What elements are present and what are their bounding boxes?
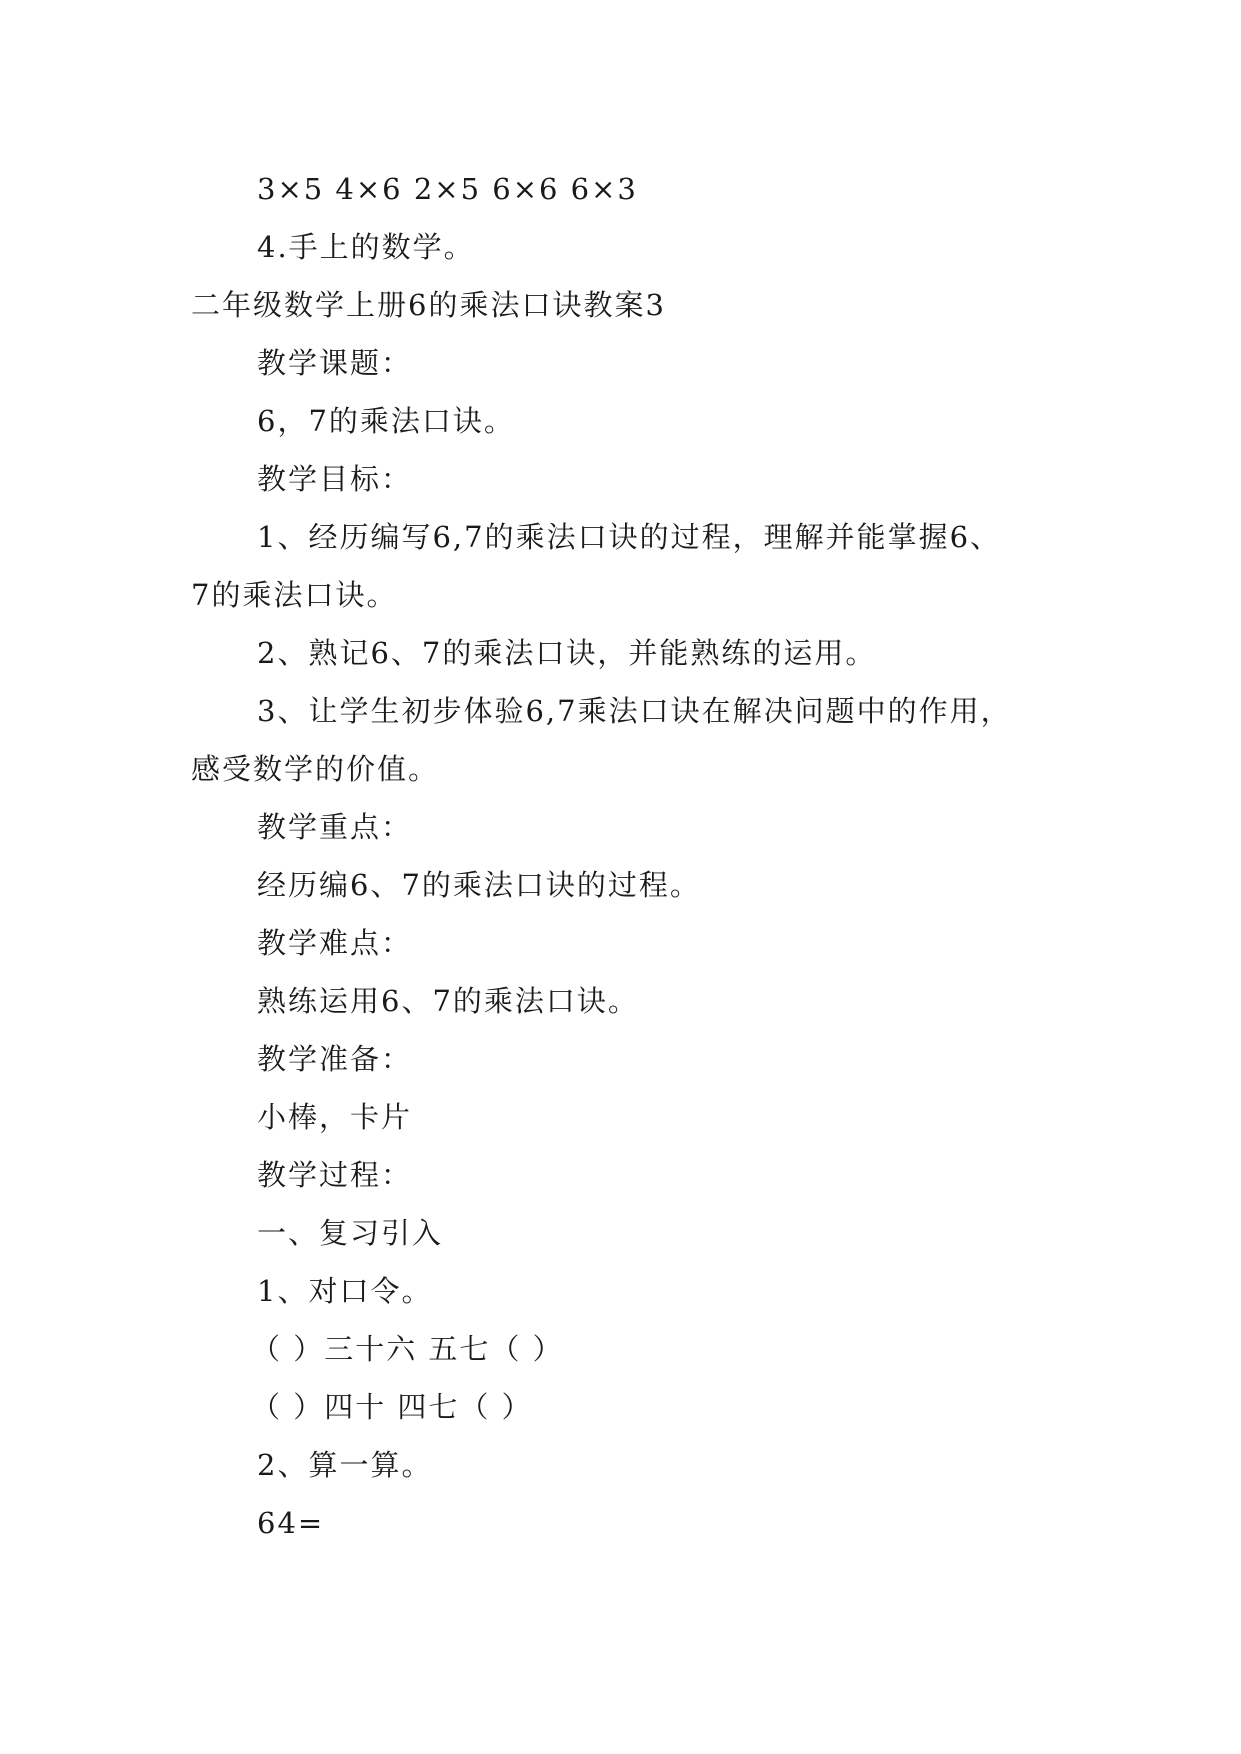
text-line: 4.手上的数学。 [257, 230, 475, 264]
text-line: 6，7的乘法口诀。 [257, 404, 515, 438]
text-line: 教学准备： [257, 1042, 413, 1076]
text-line: 熟练运用6、7的乘法口诀。 [257, 984, 639, 1018]
text-line: 教学目标： [257, 462, 413, 496]
text-line: 一、复习引入 [257, 1216, 444, 1250]
text-line: 经历编6、7的乘法口诀的过程。 [257, 868, 701, 902]
text-line: 教学重点： [257, 810, 413, 844]
text-line: 7的乘法口诀。 [191, 578, 398, 612]
text-line: （ ）三十六 五七（ ） [251, 1332, 564, 1366]
text-line: 教学课题： [257, 346, 413, 380]
text-line: 1、经历编写6,7的乘法口诀的过程，理解并能掌握6、 [257, 520, 1002, 554]
section-title: 二年级数学上册6的乘法口诀教案3 [191, 288, 666, 322]
text-line: 3×5 4×6 2×5 6×6 6×3 [257, 172, 638, 206]
text-line: 小棒，卡片 [257, 1100, 413, 1134]
document-body [191, 160, 1091, 1552]
text-line: （ ）四十 四七（ ） [251, 1390, 533, 1424]
text-line: 教学难点： [257, 926, 413, 960]
text-line: 3、让学生初步体验6,7乘法口诀在解决问题中的作用， [257, 694, 1012, 728]
text-line: 2、算一算。 [257, 1448, 433, 1482]
text-line: 2、熟记6、7的乘法口诀，并能熟练的运用。 [257, 636, 877, 670]
text-line: 教学过程： [257, 1158, 413, 1192]
text-line: 1、对口令。 [257, 1274, 433, 1308]
text-line: 64= [257, 1506, 325, 1540]
text-line: 感受数学的价值。 [191, 752, 440, 786]
